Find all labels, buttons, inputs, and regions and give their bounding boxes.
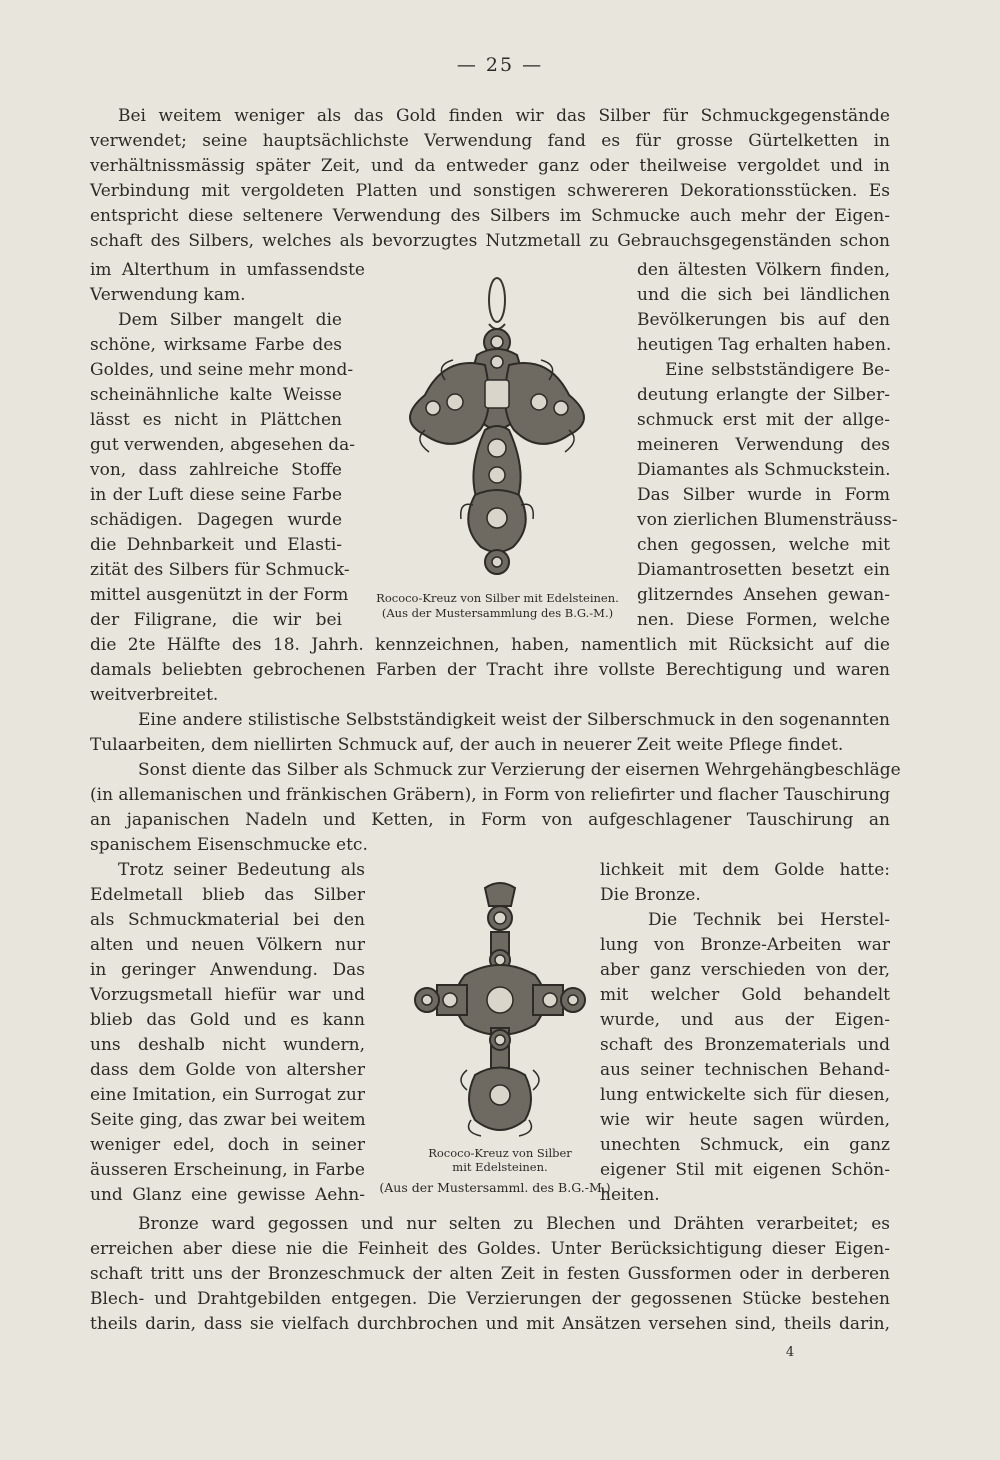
text-line-p5-left-5: in geringer Anwendung. Das <box>90 960 365 980</box>
text-line-p6-right-8: lung entwickelte sich für diesen, <box>600 1085 890 1105</box>
text-line-p2-left-5: lässt es nicht in Plättchen <box>90 410 342 430</box>
text-line-p6-right-12: heiten. <box>600 1185 660 1205</box>
text-line-p5-left-8: uns deshalb nicht wundern, <box>90 1035 365 1055</box>
text-line-p1-left-2: Verwendung kam. <box>90 285 246 305</box>
figure-2-caption-line-3: (Aus der Mustersamml. des B.G.-M.) <box>379 1180 611 1195</box>
text-line-p7-1: Bronze ward gegossen und nur selten zu Blechen und Drähten verarbeitet; es <box>138 1214 890 1234</box>
text-line-p2-right-3: schmuck erst mit der allge- <box>637 410 890 430</box>
text-line-p2-full-2: damals beliebten gebrochenen Farben der Tracht ihre vollste Berechtigung und waren <box>90 660 890 680</box>
text-line-p2-left-12: mittel ausgenützt in der Form <box>90 585 349 605</box>
figure-rococo-cross-2 <box>405 880 595 1145</box>
text-line-p6-right-10: unechten Schmuck, ein ganz <box>600 1135 890 1155</box>
text-line-p7-3: schaft tritt uns der Bronzeschmuck der alten Zeit in festen Gussformen oder in derberen <box>90 1264 890 1284</box>
text-line-p5-left-2: Edelmetall blieb das Silber <box>90 885 365 905</box>
text-line-p7-4: Blech- und Drahtgebilden entgegen. Die Verzierungen der gegossenen Stücke bestehen <box>90 1289 890 1309</box>
text-line-p2-right-1: Eine selbstständigere Be- <box>665 360 890 380</box>
text-line-p6-right-6: schaft des Bronzematerials und <box>600 1035 890 1055</box>
text-line-p4-1: Sonst diente das Silber als Schmuck zur Verzierung der eisernen Wehrgehängbeschläge <box>138 760 901 780</box>
text-line-p2-left-13: der Filigrane, die wir bei <box>90 610 342 630</box>
text-line-p5-right-2: Die Bronze. <box>600 885 701 905</box>
text-line-p2-right-6: Das Silber wurde in Form <box>637 485 890 505</box>
text-line-p2-right-8: chen gegossen, welche mit <box>637 535 890 555</box>
text-line-p7-2: erreichen aber diese nie die Feinheit des Goldes. Unter Berücksichtigung dieser Eigen- <box>90 1239 890 1259</box>
text-line-p1-3: verhältnissmässig später Zeit, und da entweder ganz oder theilweise vergoldet und in <box>90 156 890 176</box>
text-line-p6-right-9: wie wir heute sagen würden, <box>600 1110 890 1130</box>
text-line-p6-right-4: mit welcher Gold behandelt <box>600 985 890 1005</box>
text-line-p5-left-4: alten und neuen Völkern nur <box>90 935 365 955</box>
text-line-p2-left-9: schädigen. Dagegen wurde <box>90 510 342 530</box>
text-line-p1-right-1: den ältesten Völkern finden, <box>637 260 890 280</box>
text-line-p1-5: entspricht diese seltenere Verwendung des Silbers im Schmucke auch mehr der Eigen- <box>90 206 890 226</box>
text-line-p4-3: an japanischen Nadeln und Ketten, in Form von aufgeschlagener Tauschirung an <box>90 810 890 830</box>
text-line-p6-right-11: eigener Stil mit eigenen Schön- <box>600 1160 890 1180</box>
text-line-p2-left-3: Goldes, und seine mehr mond- <box>90 360 354 380</box>
text-line-p1-right-4: heutigen Tag erhalten haben. <box>637 335 892 355</box>
text-line-p5-left-1: Trotz seiner Bedeutung als <box>118 860 365 880</box>
text-line-p5-left-14: und Glanz eine gewisse Aehn- <box>90 1185 365 1205</box>
text-line-p6-right-2: lung von Bronze-Arbeiten war <box>600 935 890 955</box>
text-line-p6-right-1: Die Technik bei Herstel- <box>648 910 890 930</box>
text-line-p2-right-5: Diamantes als Schmuckstein. <box>637 460 891 480</box>
text-line-p2-left-11: zität des Silbers für Schmuck- <box>90 560 350 580</box>
text-line-p2-right-10: glitzerndes Ansehen gewan- <box>637 585 890 605</box>
text-line-p2-left-6: gut verwenden, abgesehen da- <box>90 435 355 455</box>
text-line-p1-6: schaft des Silbers, welches als bevorzugtes Nutzmetall zu Gebrauchsgegenständen schon <box>90 231 890 251</box>
text-line-p5-left-7: blieb das Gold und es kann <box>90 1010 365 1030</box>
figure-1-caption-line-1: Rococo-Kreuz von Silber mit Edelsteinen. <box>376 591 619 605</box>
text-line-p2-left-8: in der Luft diese seine Farbe <box>90 485 342 505</box>
text-line-p5-right-1: lichkeit mit dem Golde hatte: <box>600 860 890 880</box>
text-line-p2-right-9: Diamantrosetten besetzt ein <box>637 560 890 580</box>
text-line-p5-left-10: eine Imitation, ein Surrogat zur <box>90 1085 365 1105</box>
figure-rococo-cross-1 <box>385 270 610 590</box>
text-line-p6-right-3: aber ganz verschieden von der, <box>600 960 890 980</box>
text-line-p2-right-4: meineren Verwendung des <box>637 435 890 455</box>
page-number: — 25 — <box>456 54 544 76</box>
text-line-p4-4: spanischem Eisenschmucke etc. <box>90 835 368 855</box>
text-line-p5-left-6: Vorzugsmetall hiefür war und <box>90 985 365 1005</box>
text-line-p6-right-5: wurde, und aus der Eigen- <box>600 1010 890 1030</box>
rococo-cross-2-icon <box>405 880 595 1145</box>
text-line-p3-1: Eine andere stilistische Selbstständigkeit weist der Silberschmuck in den sogenannten <box>138 710 890 730</box>
text-line-p1-right-2: und die sich bei ländlichen <box>637 285 890 305</box>
text-line-p3-2: Tulaarbeiten, dem niellirten Schmuck auf, der auch in neuerer Zeit weite Pflege findet. <box>90 735 844 755</box>
text-line-p4-2: (in allemanischen und fränkischen Gräbern), in Form von reliefirter und flacher Tauschirung <box>90 785 891 805</box>
text-line-p5-left-13: äusseren Erscheinung, in Farbe <box>90 1160 365 1180</box>
text-line-p1-left-1: im Alterthum in umfassendste <box>90 260 365 280</box>
text-line-p2-full-1: die 2te Hälfte des 18. Jahrh. kennzeichnen, haben, namentlich mit Rücksicht auf die <box>90 635 890 655</box>
rococo-cross-1-icon <box>385 270 610 590</box>
figure-2-caption-line-1: Rococo-Kreuz von Silber <box>428 1146 572 1160</box>
text-line-p2-left-10: die Dehnbarkeit und Elasti- <box>90 535 342 555</box>
text-line-p5-left-9: dass dem Golde von altersher <box>90 1060 365 1080</box>
text-line-p2-left-2: schöne, wirksame Farbe des <box>90 335 342 355</box>
signature-mark: 4 <box>785 1345 795 1360</box>
text-line-p5-left-11: Seite ging, das zwar bei weitem <box>90 1110 366 1130</box>
figure-1-caption-line-2: (Aus der Mustersammlung des B.G.-M.) <box>381 606 614 620</box>
text-line-p1-4: Verbindung mit vergoldeten Platten und sonstigen schwereren Dekorationsstücken. Es <box>90 181 890 201</box>
text-line-p5-left-12: weniger edel, doch in seiner <box>90 1135 365 1155</box>
text-line-p1-1: Bei weitem weniger als das Gold finden wir das Silber für Schmuckgegenstände <box>118 106 890 126</box>
text-line-p2-right-7: von zierlichen Blumensträuss- <box>637 510 898 530</box>
text-line-p2-left-4: scheinähnliche kalte Weisse <box>90 385 342 405</box>
figure-2-caption-line-2: mit Edelsteinen. <box>452 1160 548 1174</box>
text-line-p5-left-3: als Schmuckmaterial bei den <box>90 910 365 930</box>
text-line-p6-right-7: aus seiner technischen Behand- <box>600 1060 890 1080</box>
text-line-p2-left-7: von, dass zahlreiche Stoffe <box>90 460 342 480</box>
text-line-p2-right-11: nen. Diese Formen, welche <box>637 610 890 630</box>
text-line-p2-full-3: weitverbreitet. <box>90 685 219 705</box>
text-line-p7-5: theils darin, dass sie vielfach durchbrochen und mit Ansätzen versehen sind, theils darin, <box>90 1314 890 1334</box>
text-line-p2-right-2: deutung erlangte der Silber- <box>637 385 890 405</box>
text-line-p1-2: verwendet; seine hauptsächlichste Verwendung fand es für grosse Gürtelketten in <box>90 131 890 151</box>
text-line-p1-right-3: Bevölkerungen bis auf den <box>637 310 890 330</box>
text-line-p2-left-1: Dem Silber mangelt die <box>118 310 342 330</box>
